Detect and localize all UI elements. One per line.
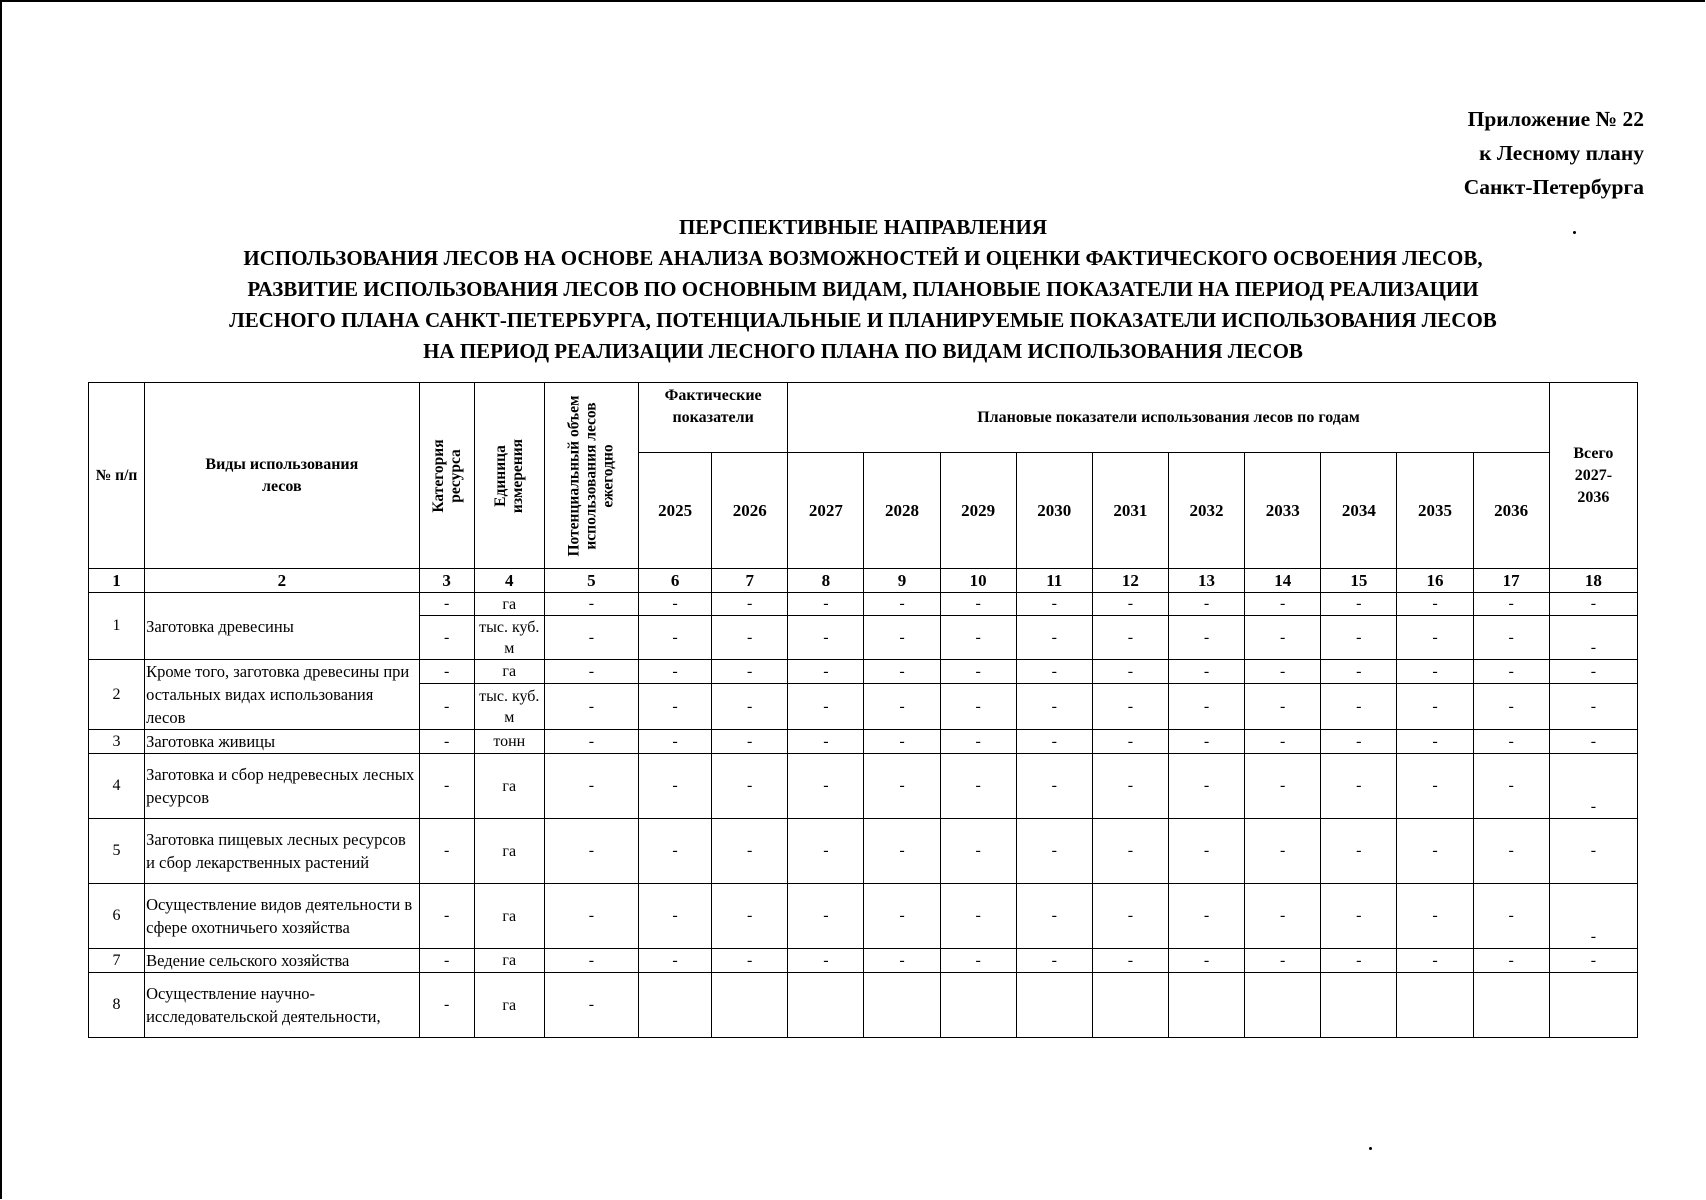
value-cell: - (864, 684, 940, 730)
value-cell: - (1397, 819, 1473, 884)
empty-cell (1168, 973, 1244, 1038)
empty-cell (940, 973, 1016, 1038)
value-cell: - (864, 616, 940, 660)
value-cell: - (544, 660, 638, 684)
category-cell: - (419, 684, 474, 730)
title-line-4: ЛЕСНОГО ПЛАНА САНКТ-ПЕТЕРБУРГА, ПОТЕНЦИАЛЬНЫЕ И ПЛАНИРУЕМЫЕ ПОКАЗАТЕЛИ ИСПОЛЬЗОВАНИЯ ЛЕСОВ (229, 308, 1497, 332)
category-cell: - (419, 949, 474, 973)
table-body (89, 569, 1638, 1038)
scan-speck (1369, 1147, 1372, 1150)
value-cell: - (788, 949, 864, 973)
column-number: 3 (419, 569, 474, 593)
value-cell: - (1397, 730, 1473, 754)
value-cell: - (1168, 593, 1244, 616)
value-cell: - (788, 616, 864, 660)
value-cell: - (1321, 754, 1397, 819)
value-cell: - (940, 819, 1016, 884)
column-number: 11 (1016, 569, 1092, 593)
title-line-1: ПЕРСПЕКТИВНЫЕ НАПРАВЛЕНИЯ (678, 215, 1048, 239)
appendix-line-2: к Лесному плану (1479, 141, 1644, 165)
header-year-planned: 2035 (1397, 453, 1473, 569)
header-year-planned: 2034 (1321, 453, 1397, 569)
value-cell: - (1168, 754, 1244, 819)
value-cell: - (712, 754, 788, 819)
value-cell: - (788, 660, 864, 684)
unit-cell: га (474, 819, 544, 884)
header-planned: Плановые показатели использования лесов по годам (788, 383, 1549, 453)
column-number: 4 (474, 569, 544, 593)
value-cell: - (1168, 949, 1244, 973)
row-number: 7 (89, 949, 145, 973)
value-cell: - (1245, 819, 1321, 884)
value-cell: - (1397, 684, 1473, 730)
value-cell: - (544, 884, 638, 949)
table-row (89, 593, 1638, 616)
value-cell: - (1397, 616, 1473, 660)
value-cell: - (940, 660, 1016, 684)
category-cell: - (419, 660, 474, 684)
value-cell: - (1473, 684, 1549, 730)
header-year-actual: 2025 (639, 453, 712, 569)
column-number: 1 (89, 569, 145, 593)
value-cell: - (712, 884, 788, 949)
total-cell: - (1549, 660, 1637, 684)
value-cell: - (639, 819, 712, 884)
table-row (89, 884, 1638, 949)
table-row (89, 754, 1638, 819)
value-cell: - (1016, 819, 1092, 884)
row-kind: Осуществление научно-исследовательской деятельности, (145, 973, 420, 1038)
empty-cell (1016, 973, 1092, 1038)
value-cell: - (1016, 754, 1092, 819)
row-number: 4 (89, 754, 145, 819)
column-number: 15 (1321, 569, 1397, 593)
header-unit: Единица измерения (474, 383, 544, 569)
value-cell: - (864, 730, 940, 754)
title-line-3: РАЗВИТИЕ ИСПОЛЬЗОВАНИЯ ЛЕСОВ ПО ОСНОВНЫМ ВИДАМ, ПЛАНОВЫЕ ПОКАЗАТЕЛИ НА ПЕРИОД РЕАЛИЗАЦИИ (247, 277, 1479, 301)
total-cell: - (1549, 730, 1637, 754)
value-cell: - (1245, 949, 1321, 973)
value-cell: - (788, 730, 864, 754)
header-year-planned: 2027 (788, 453, 864, 569)
table-row (89, 819, 1638, 884)
column-number: 18 (1549, 569, 1637, 593)
row-number: 5 (89, 819, 145, 884)
row-kind: Заготовка древесины (145, 593, 420, 660)
value-cell: - (1321, 730, 1397, 754)
value-cell: - (1245, 593, 1321, 616)
value-cell: - (1473, 949, 1549, 973)
column-number: 7 (712, 569, 788, 593)
value-cell: - (788, 884, 864, 949)
value-cell: - (1473, 593, 1549, 616)
empty-cell (712, 973, 788, 1038)
appendix-line-1: Приложение № 22 (1467, 107, 1644, 131)
value-cell: - (1245, 684, 1321, 730)
value-cell: - (1092, 819, 1168, 884)
total-cell: - (1549, 616, 1637, 660)
value-cell: - (1245, 660, 1321, 684)
category-cell: - (419, 593, 474, 616)
value-cell: - (639, 754, 712, 819)
row-kind: Заготовка живицы (145, 730, 420, 754)
empty-cell (1092, 973, 1168, 1038)
row-kind: Заготовка пищевых лесных ресурсов и сбор лекарственных растений (145, 819, 420, 884)
column-number: 16 (1397, 569, 1473, 593)
row-kind: Осуществление видов деятельности в сфере охотничьего хозяйства (145, 884, 420, 949)
header-total: Всего 2027-2036 (1549, 383, 1637, 569)
value-cell: - (639, 593, 712, 616)
header-kind: Виды использования лесов (145, 383, 420, 569)
value-cell: - (544, 593, 638, 616)
value-cell: - (1092, 884, 1168, 949)
value-cell: - (712, 730, 788, 754)
unit-cell: тыс. куб. м (474, 616, 544, 660)
row-kind: Ведение сельского хозяйства (145, 949, 420, 973)
unit-cell: га (474, 949, 544, 973)
value-cell: - (544, 684, 638, 730)
value-cell: - (1321, 684, 1397, 730)
value-cell: - (544, 616, 638, 660)
value-cell: - (864, 660, 940, 684)
value-cell: - (712, 819, 788, 884)
column-numbers-row (89, 569, 1638, 593)
header-category: Категория ресурса (419, 383, 474, 569)
empty-cell (1473, 973, 1549, 1038)
column-number: 5 (544, 569, 638, 593)
category-cell: - (419, 819, 474, 884)
column-number: 6 (639, 569, 712, 593)
appendix-line-3: Санкт-Петербурга (1463, 175, 1644, 199)
total-cell: - (1549, 593, 1637, 616)
value-cell: - (1321, 593, 1397, 616)
value-cell: - (864, 593, 940, 616)
total-cell: - (1549, 884, 1637, 949)
unit-cell: тыс. куб. м (474, 684, 544, 730)
table-row (89, 949, 1638, 973)
column-number: 13 (1168, 569, 1244, 593)
title-line-2: ИСПОЛЬЗОВАНИЯ ЛЕСОВ НА ОСНОВЕ АНАЛИЗА ВОЗМОЖНОСТЕЙ И ОЦЕНКИ ФАКТИЧЕСКОГО ОСВОЕНИЯ ЛЕСОВ, (243, 246, 1483, 270)
value-cell: - (1245, 616, 1321, 660)
category-cell: - (419, 754, 474, 819)
value-cell: - (1397, 754, 1473, 819)
value-cell: - (864, 754, 940, 819)
value-cell: - (1473, 754, 1549, 819)
value-cell: - (1016, 660, 1092, 684)
value-cell: - (1473, 884, 1549, 949)
value-cell: - (544, 819, 638, 884)
row-kind: Кроме того, заготовка древесины при остальных видах использования лесов (145, 660, 420, 730)
value-cell: - (940, 949, 1016, 973)
value-cell: - (1473, 819, 1549, 884)
column-number: 9 (864, 569, 940, 593)
value-cell: - (544, 754, 638, 819)
value-cell: - (639, 616, 712, 660)
value-cell: - (1016, 684, 1092, 730)
value-cell: - (1016, 616, 1092, 660)
value-cell: - (788, 684, 864, 730)
total-cell: - (1549, 754, 1637, 819)
value-cell: - (1168, 616, 1244, 660)
value-cell: - (1321, 660, 1397, 684)
value-cell: - (712, 616, 788, 660)
value-cell: - (1092, 593, 1168, 616)
value-cell: - (1092, 684, 1168, 730)
value-cell: - (1245, 884, 1321, 949)
row-number: 6 (89, 884, 145, 949)
value-cell: - (712, 949, 788, 973)
value-cell: - (1397, 593, 1473, 616)
value-cell: - (940, 754, 1016, 819)
value-cell: - (1321, 884, 1397, 949)
empty-cell (1321, 973, 1397, 1038)
row-kind: Заготовка и сбор недревесных лесных ресурсов (145, 754, 420, 819)
value-cell: - (639, 884, 712, 949)
unit-cell: га (474, 660, 544, 684)
value-cell: - (544, 949, 638, 973)
value-cell: - (1245, 754, 1321, 819)
forest-use-table (88, 382, 1638, 1038)
value-cell: - (1473, 730, 1549, 754)
header-year-planned: 2032 (1168, 453, 1244, 569)
value-cell: - (1473, 660, 1549, 684)
category-cell: - (419, 884, 474, 949)
value-cell: - (1397, 949, 1473, 973)
value-cell: - (940, 730, 1016, 754)
value-cell: - (544, 973, 638, 1038)
empty-cell (864, 973, 940, 1038)
table-row (89, 973, 1638, 1038)
column-number: 10 (940, 569, 1016, 593)
empty-cell (788, 973, 864, 1038)
column-number: 8 (788, 569, 864, 593)
value-cell: - (639, 684, 712, 730)
value-cell: - (1321, 616, 1397, 660)
empty-cell (1549, 973, 1637, 1038)
value-cell: - (1473, 616, 1549, 660)
header-year-planned: 2028 (864, 453, 940, 569)
value-cell: - (639, 660, 712, 684)
total-cell: - (1549, 819, 1637, 884)
value-cell: - (864, 884, 940, 949)
header-year-planned: 2030 (1016, 453, 1092, 569)
value-cell: - (1092, 660, 1168, 684)
empty-cell (639, 973, 712, 1038)
value-cell: - (864, 949, 940, 973)
category-cell: - (419, 973, 474, 1038)
value-cell: - (1016, 730, 1092, 754)
unit-cell: га (474, 884, 544, 949)
empty-cell (1397, 973, 1473, 1038)
column-number: 12 (1092, 569, 1168, 593)
header-year-actual: 2026 (712, 453, 788, 569)
value-cell: - (1397, 884, 1473, 949)
value-cell: - (1168, 684, 1244, 730)
header-potential: Потенциальный объем использования лесов ежегодно (544, 383, 638, 569)
value-cell: - (712, 684, 788, 730)
value-cell: - (788, 819, 864, 884)
value-cell: - (1397, 660, 1473, 684)
total-cell: - (1549, 949, 1637, 973)
value-cell: - (1016, 593, 1092, 616)
value-cell: - (1168, 730, 1244, 754)
category-cell: - (419, 730, 474, 754)
column-number: 2 (145, 569, 420, 593)
category-cell: - (419, 616, 474, 660)
value-cell: - (1168, 819, 1244, 884)
value-cell: - (940, 684, 1016, 730)
value-cell: - (1016, 884, 1092, 949)
empty-cell (1245, 973, 1321, 1038)
value-cell: - (639, 730, 712, 754)
value-cell: - (1092, 754, 1168, 819)
unit-cell: га (474, 754, 544, 819)
header-num: № п/п (89, 383, 145, 569)
value-cell: - (639, 949, 712, 973)
value-cell: - (1321, 949, 1397, 973)
total-cell: - (1549, 684, 1637, 730)
value-cell: - (544, 730, 638, 754)
scan-speck (1573, 231, 1576, 234)
value-cell: - (1321, 819, 1397, 884)
value-cell: - (712, 660, 788, 684)
value-cell: - (1092, 949, 1168, 973)
table-row (89, 730, 1638, 754)
title-line-5: НА ПЕРИОД РЕАЛИЗАЦИИ ЛЕСНОГО ПЛАНА ПО ВИДАМ ИСПОЛЬЗОВАНИЯ ЛЕСОВ (423, 339, 1303, 363)
column-number: 14 (1245, 569, 1321, 593)
value-cell: - (864, 819, 940, 884)
value-cell: - (1168, 884, 1244, 949)
value-cell: - (788, 754, 864, 819)
header-year-planned: 2033 (1245, 453, 1321, 569)
header-year-planned: 2029 (940, 453, 1016, 569)
unit-cell: тонн (474, 730, 544, 754)
header-year-planned: 2031 (1092, 453, 1168, 569)
row-number: 8 (89, 973, 145, 1038)
value-cell: - (940, 616, 1016, 660)
value-cell: - (1092, 730, 1168, 754)
value-cell: - (940, 593, 1016, 616)
value-cell: - (1016, 949, 1092, 973)
value-cell: - (1245, 730, 1321, 754)
header-actual: Фактические показатели (639, 383, 788, 453)
column-number: 17 (1473, 569, 1549, 593)
unit-cell: га (474, 973, 544, 1038)
row-number: 2 (89, 660, 145, 730)
unit-cell: га (474, 593, 544, 616)
document-title (88, 212, 1638, 367)
table-row (89, 660, 1638, 684)
row-number: 3 (89, 730, 145, 754)
value-cell: - (940, 884, 1016, 949)
appendix-note (1464, 102, 1644, 204)
header-year-planned: 2036 (1473, 453, 1549, 569)
row-number: 1 (89, 593, 145, 660)
value-cell: - (712, 593, 788, 616)
value-cell: - (1168, 660, 1244, 684)
value-cell: - (1092, 616, 1168, 660)
value-cell: - (788, 593, 864, 616)
